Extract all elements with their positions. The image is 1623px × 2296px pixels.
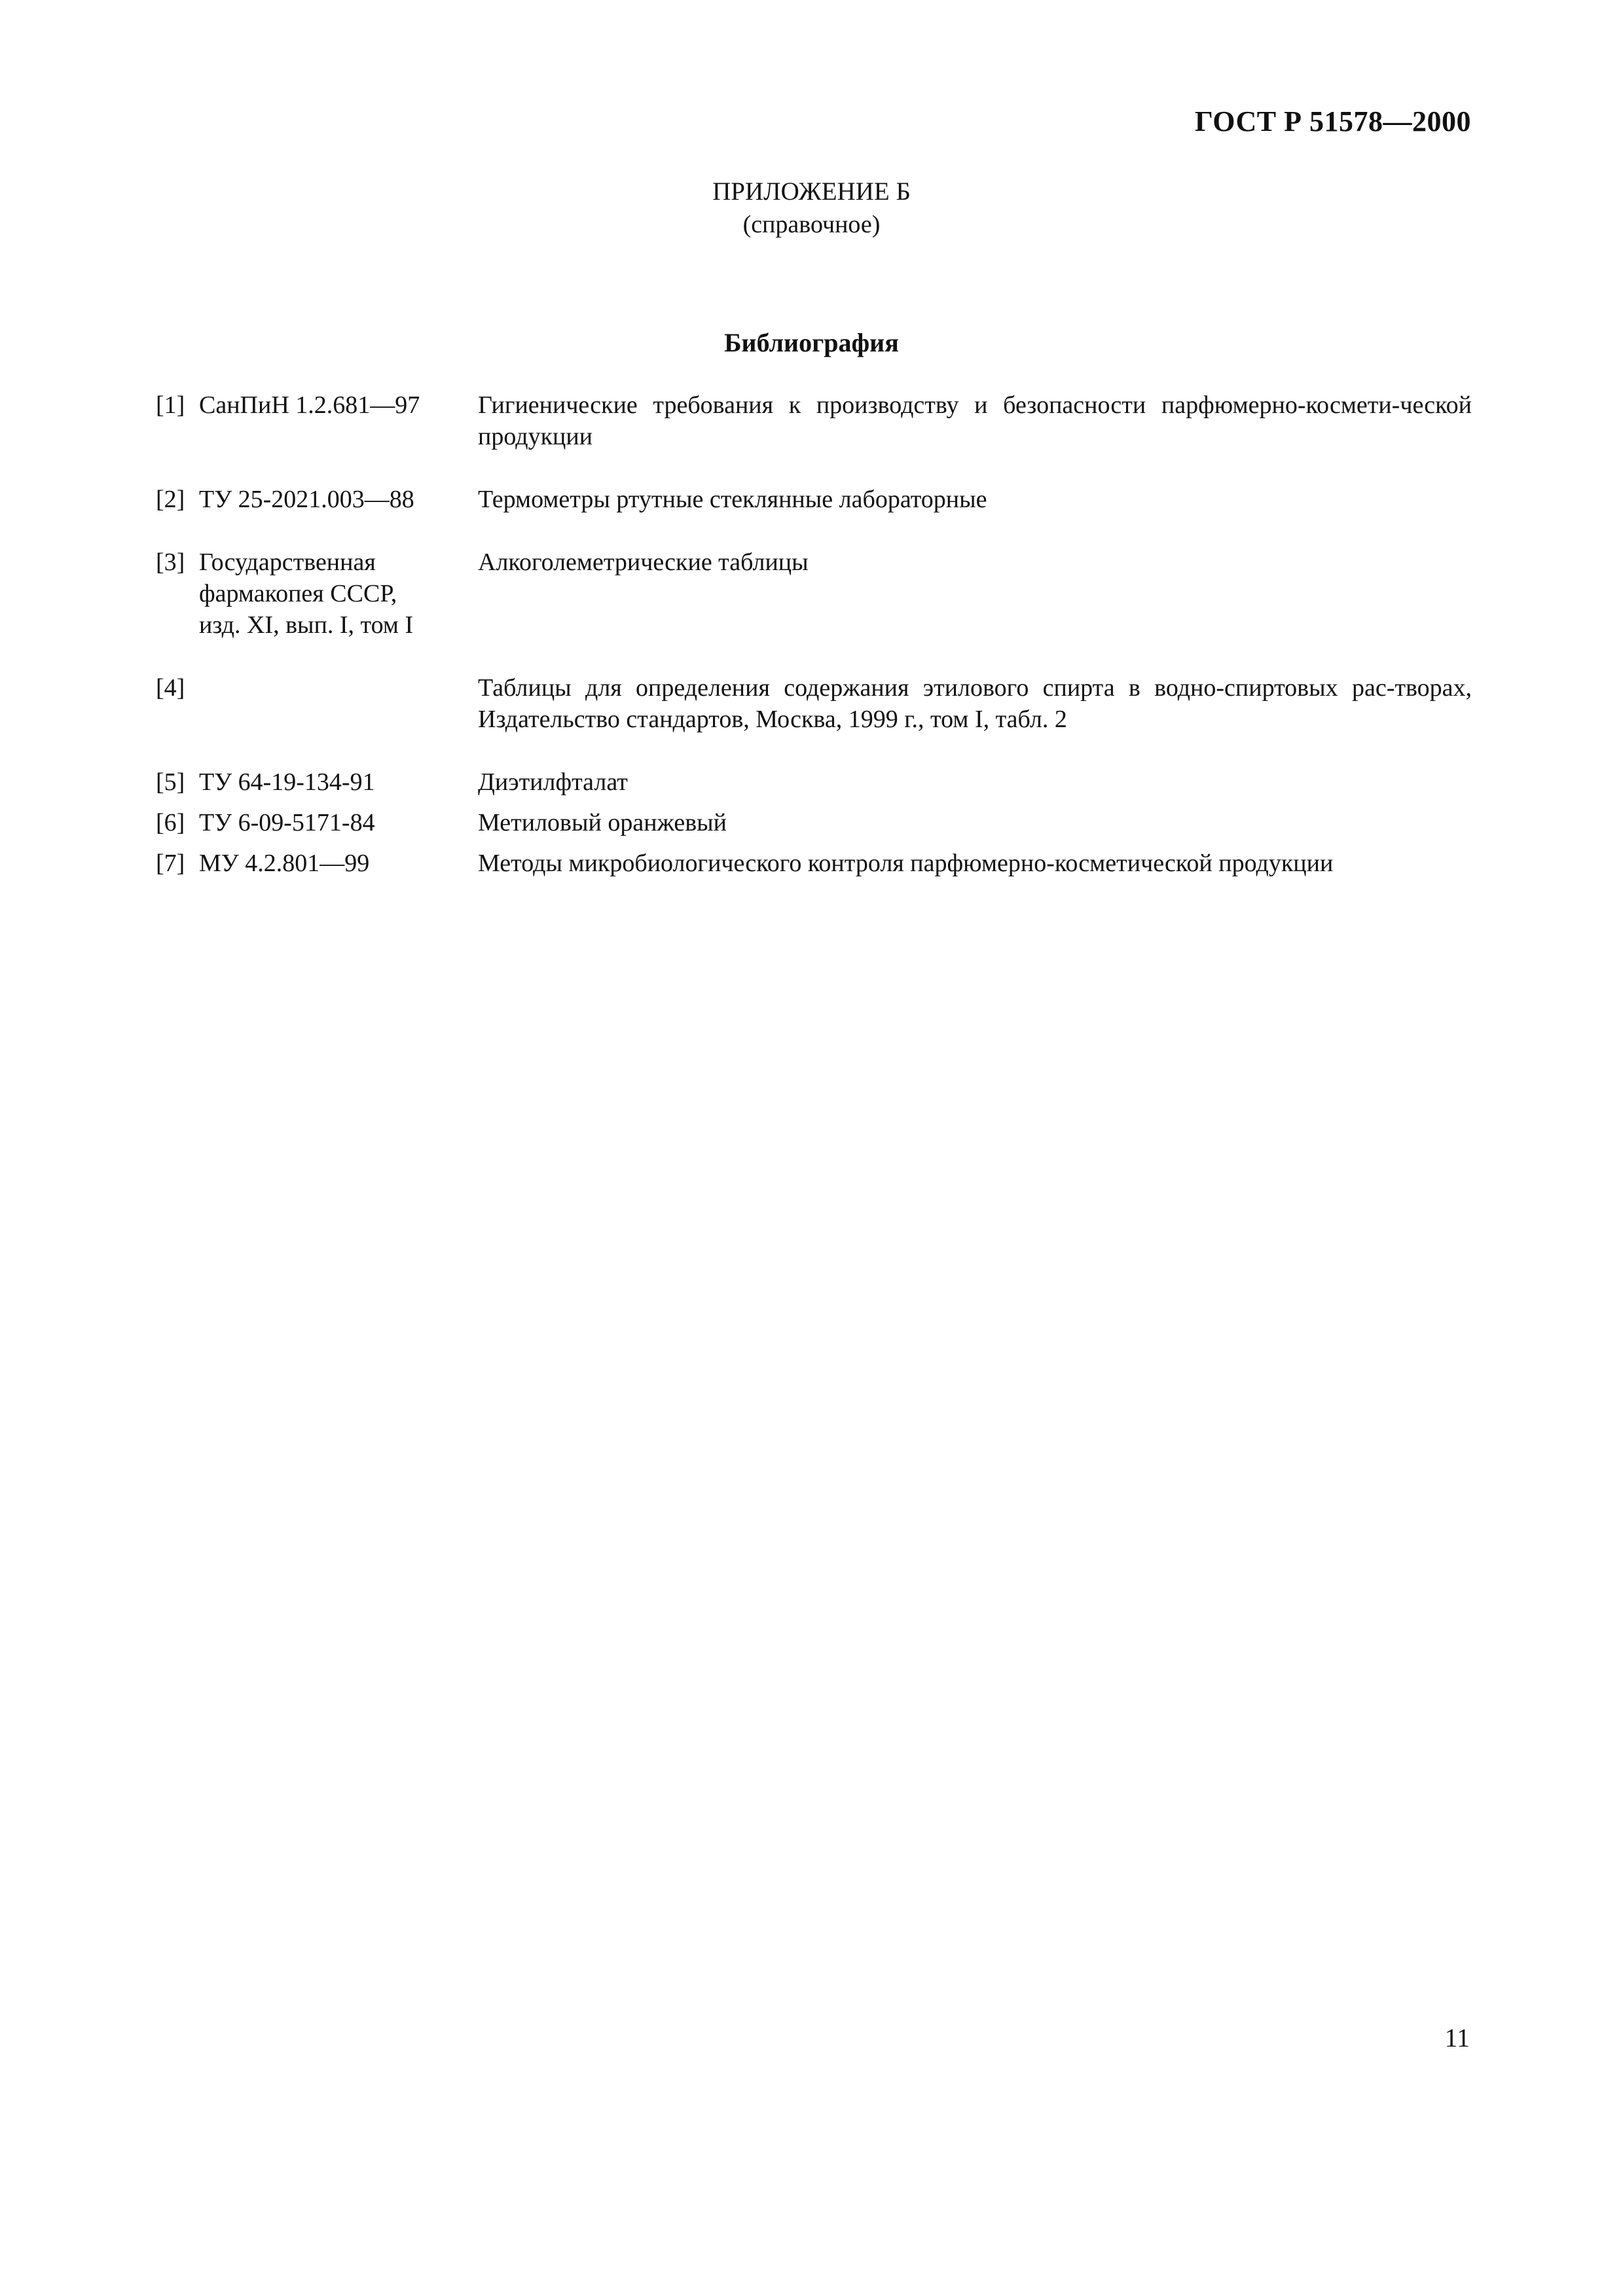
entry-reference-code: МУ 4.2.801—99 <box>199 850 370 877</box>
bibliography-heading: Библиография <box>724 328 899 357</box>
bibliography-entry-6 <box>156 807 1472 838</box>
bibliography-entry-2 <box>156 484 1472 515</box>
entry-reference-code: ТУ 6-09-5171-84 <box>199 809 375 836</box>
entry-reference-code: ТУ 64-19-134-91 <box>199 768 375 796</box>
entry-number: [2] <box>156 486 185 513</box>
entry-title: Таблицы для определения содержания этилового спирта в водно-спиртовых рас-творах, Издательство стандартов, Москва, 1999 г., том I, табл. 2 <box>478 674 1472 733</box>
entry-number: [5] <box>156 768 185 796</box>
entry-reference-code: Государственная фармакопея СССР, изд. XI, вып. I, том I <box>199 548 414 639</box>
entry-title: Термометры ртутные стеклянные лабораторные <box>478 486 987 513</box>
entry-title: Алкоголеметрические таблицы <box>478 548 809 576</box>
document-header: ГОСТ Р 51578—2000 <box>1194 105 1471 137</box>
appendix-title: ПРИЛОЖЕНИЕ Б <box>712 177 911 206</box>
entry-title: Диэтилфталат <box>478 768 628 796</box>
entry-reference-code: СанПиН 1.2.681—97 <box>199 391 420 419</box>
entry-number: [3] <box>156 548 185 576</box>
entry-reference-code: ТУ 25-2021.003—88 <box>199 486 414 513</box>
entry-title: Методы микробиологического контроля парфюмерно-косметической продукции <box>478 850 1334 877</box>
bibliography-entry-4 <box>156 672 1472 735</box>
entry-title: Гигиенические требования к производству и безопасности парфюмерно-космети-ческой продукции <box>478 391 1472 450</box>
page-number: 11 <box>1444 2023 1470 2053</box>
bibliography-entry-1 <box>156 389 1472 452</box>
appendix-title-block <box>0 175 1623 241</box>
appendix-subtitle: (справочное) <box>742 211 881 238</box>
entry-number: [6] <box>156 809 185 836</box>
entry-number: [1] <box>156 391 185 419</box>
bibliography-entry-3 <box>156 547 1472 641</box>
bibliography-entry-7 <box>156 848 1472 879</box>
bibliography-list <box>156 389 1472 879</box>
entry-number: [4] <box>156 674 185 702</box>
bibliography-entry-5 <box>156 766 1472 798</box>
entry-title: Метиловый оранжевый <box>478 809 727 836</box>
entry-number: [7] <box>156 850 185 877</box>
